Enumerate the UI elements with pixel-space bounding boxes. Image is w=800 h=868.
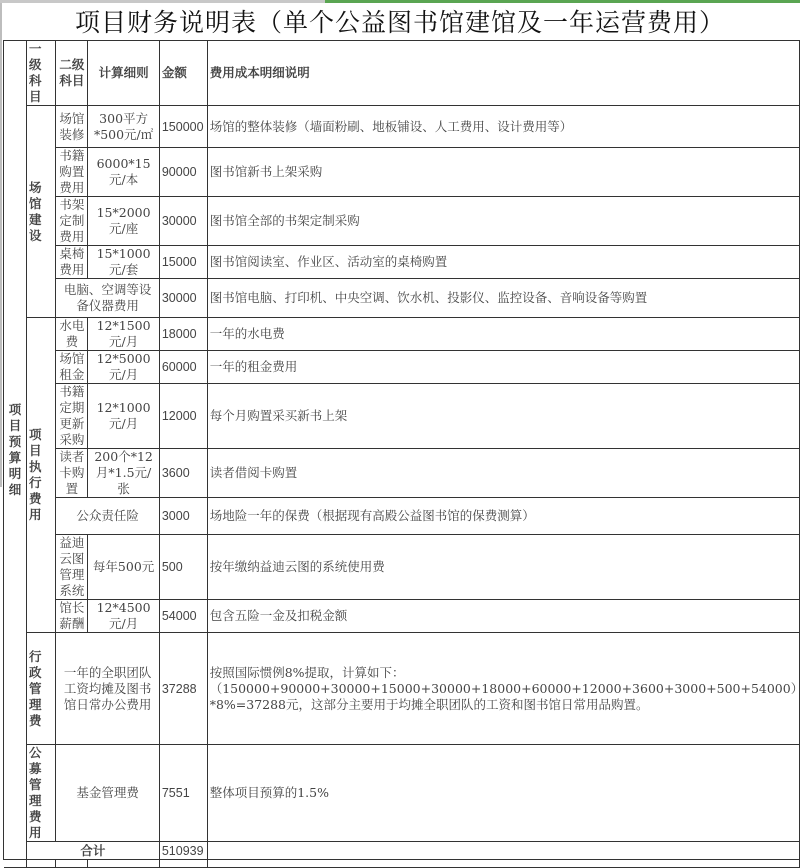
amount-cell[interactable]: 18000 [159, 318, 207, 351]
calc-cell[interactable]: 15*1000元/套 [88, 246, 159, 279]
calc-cell[interactable]: 12*1000元/月 [88, 384, 159, 449]
desc-cell[interactable]: 图书馆阅读室、作业区、活动室的桌椅购置 [207, 246, 799, 279]
empty-cell[interactable] [26, 860, 55, 868]
amount-cell[interactable]: 30000 [159, 197, 207, 246]
table-row [4, 384, 800, 449]
total-amount[interactable]: 510939 [159, 842, 207, 860]
table-row [4, 318, 800, 351]
calc-cell[interactable]: 12*4500元/月 [88, 600, 159, 633]
finance-table [3, 40, 800, 868]
desc-cell[interactable]: 一年的水电费 [207, 318, 799, 351]
calc-cell[interactable]: 15*2000元/座 [88, 197, 159, 246]
total-row [4, 842, 800, 860]
root-label-line2: 算明细 [8, 450, 22, 497]
amount-cell[interactable]: 90000 [159, 148, 207, 197]
table-row [4, 279, 800, 318]
amount-cell[interactable]: 12000 [159, 384, 207, 449]
table-row [4, 498, 800, 535]
header-row [4, 41, 800, 106]
header-amount[interactable]: 金额 [159, 41, 207, 106]
selection-indicator [325, 0, 800, 3]
amount-cell[interactable]: 37288 [159, 633, 207, 745]
item-cell[interactable]: 电脑、空调等设备仪器费用 [56, 279, 160, 318]
root-label-line1: 项目预 [8, 402, 22, 449]
category-construction[interactable]: 场馆建设 [26, 106, 55, 318]
category-admin[interactable]: 行政管理费 [26, 633, 55, 745]
desc-cell[interactable]: 整体项目预算的1.5% [207, 745, 799, 842]
item-cell[interactable]: 馆长薪酬 [56, 600, 88, 633]
calc-cell[interactable]: 6000*15元/本 [88, 148, 159, 197]
calc-cell[interactable]: 200个*12月*1.5元/张 [88, 449, 159, 498]
table-row [4, 148, 800, 197]
calc-cell[interactable]: 12*5000元/月 [88, 351, 159, 384]
empty-cell[interactable] [88, 860, 159, 868]
amount-cell[interactable]: 30000 [159, 279, 207, 318]
header-calc[interactable]: 计算细则 [88, 41, 159, 106]
amount-cell[interactable]: 15000 [159, 246, 207, 279]
empty-cell[interactable] [159, 860, 207, 868]
item-cell[interactable]: 基金管理费 [56, 745, 160, 842]
item-cell[interactable]: 一年的全职团队工资均摊及图书馆日常办公费用 [56, 633, 160, 745]
desc-cell[interactable]: 场馆的整体装修（墙面粉刷、地板铺设、人工费用、设计费用等） [207, 106, 799, 148]
table-row [4, 600, 800, 633]
table-row [4, 106, 800, 148]
empty-row [4, 860, 800, 868]
item-cell[interactable]: 水电费 [56, 318, 88, 351]
category-fundraising[interactable]: 公募管理费用 [26, 745, 55, 842]
item-cell[interactable]: 场馆装修 [56, 106, 88, 148]
amount-cell[interactable]: 60000 [159, 351, 207, 384]
amount-cell[interactable]: 3600 [159, 449, 207, 498]
desc-cell[interactable]: 图书馆电脑、打印机、中央空调、饮水机、投影仪、监控设备、音响设备等购置 [207, 279, 799, 318]
empty-cell[interactable] [56, 860, 88, 868]
page-title: 项目财务说明表（单个公益图书馆建馆及一年运营费用） [74, 8, 725, 37]
desc-cell[interactable]: 按年缴纳益迪云图的系统使用费 [207, 535, 799, 600]
item-cell[interactable]: 桌椅费用 [56, 246, 88, 279]
total-label[interactable]: 合计 [26, 842, 159, 860]
calc-cell[interactable]: 每年500元 [88, 535, 159, 600]
amount-cell[interactable]: 3000 [159, 498, 207, 535]
item-cell[interactable]: 公众责任险 [56, 498, 160, 535]
table-row [4, 535, 800, 600]
empty-cell[interactable] [207, 860, 799, 868]
item-cell[interactable]: 读者卡购置 [56, 449, 88, 498]
header-desc[interactable]: 费用成本明细说明 [207, 41, 799, 106]
desc-cell[interactable]: 图书馆新书上架采购 [207, 148, 799, 197]
desc-cell[interactable]: 一年的租金费用 [207, 351, 799, 384]
table-row [4, 246, 800, 279]
amount-cell[interactable]: 54000 [159, 600, 207, 633]
desc-cell[interactable]: 包含五险一金及扣税金额 [207, 600, 799, 633]
table-row [4, 633, 800, 745]
amount-cell[interactable]: 500 [159, 535, 207, 600]
calc-cell[interactable]: 12*1500元/月 [88, 318, 159, 351]
table-row [4, 351, 800, 384]
header-level2[interactable]: 二级科目 [56, 41, 88, 106]
item-cell[interactable]: 益迪云图管理系统 [56, 535, 88, 600]
desc-cell[interactable]: 读者借阅卡购置 [207, 449, 799, 498]
sheet-left-edge [0, 3, 2, 487]
category-execution[interactable]: 项目执行费用 [26, 318, 55, 633]
amount-cell[interactable]: 150000 [159, 106, 207, 148]
root-category-cell[interactable] [4, 41, 27, 860]
header-level1[interactable]: 一级科目 [26, 41, 55, 106]
amount-cell[interactable]: 7551 [159, 745, 207, 842]
table-row [4, 449, 800, 498]
desc-cell[interactable]: 每个月购置采买新书上架 [207, 384, 799, 449]
empty-cell[interactable] [4, 860, 27, 868]
window-top-bar [0, 0, 800, 3]
table-row [4, 197, 800, 246]
total-desc-empty[interactable] [207, 842, 799, 860]
desc-cell[interactable]: 场地险一年的保费（根据现有高殿公益图书馆的保费测算） [207, 498, 799, 535]
item-cell[interactable]: 书架定制费用 [56, 197, 88, 246]
calc-cell[interactable]: 300平方*500元/㎡ [88, 106, 159, 148]
desc-cell[interactable]: 按照国际惯例8%提取，计算如下：（150000+90000+30000+15000+30000+18000+60000+12000+3600+3000+500+54000）*8%=37288元，这部分主要用于均摊全职团队的工资和图书馆日常用品购置。 [207, 633, 799, 745]
item-cell[interactable]: 书籍定期更新采购 [56, 384, 88, 449]
item-cell[interactable]: 场馆租金 [56, 351, 88, 384]
desc-cell[interactable]: 图书馆全部的书架定制采购 [207, 197, 799, 246]
item-cell[interactable]: 书籍购置费用 [56, 148, 88, 197]
table-row [4, 745, 800, 842]
